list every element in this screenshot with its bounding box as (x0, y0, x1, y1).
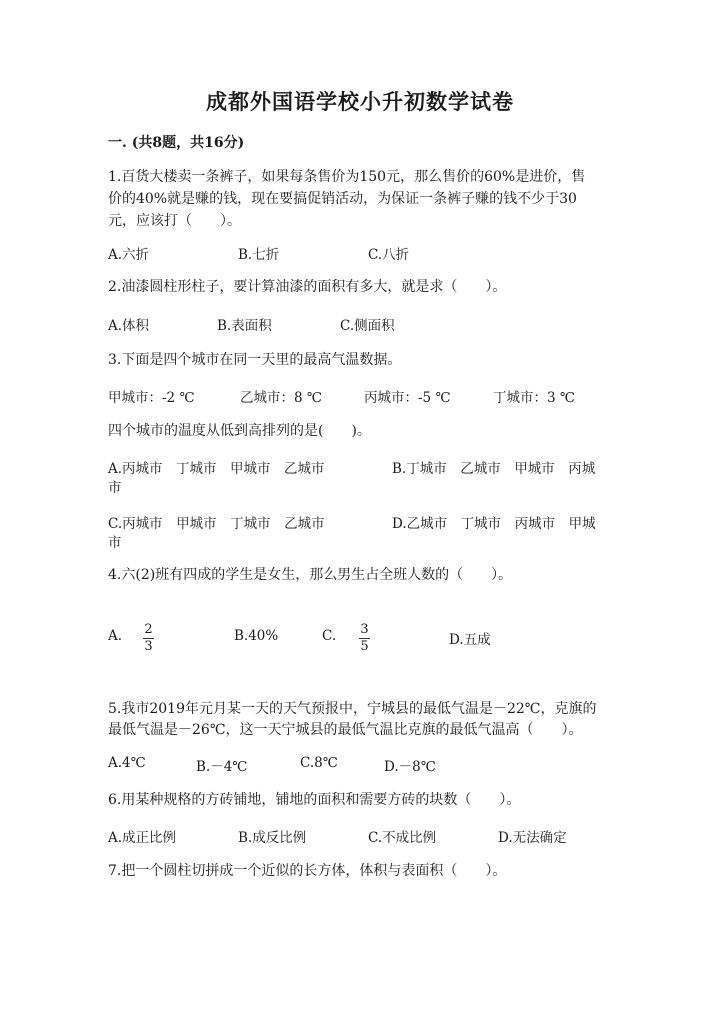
question-4-option-a-label[interactable]: A. (108, 628, 123, 644)
temp-city-bing: 丙城市：-5 ℃ (364, 390, 451, 406)
question-5-option-b[interactable]: B.－4℃ (196, 759, 248, 775)
question-3-option-d[interactable]: D.乙城市 丁城市 丙城市 甲城 (392, 516, 596, 532)
question-3-prompt: 四个城市的温度从低到高排列的是( )。 (108, 423, 371, 439)
question-6-option-b[interactable]: B.成反比例 (238, 830, 307, 846)
question-1-line-1: 1.百货大楼卖一条裤子，如果每条售价为150元，那么售价的60%是进价，售 (108, 169, 586, 185)
question-6-option-d[interactable]: D.无法确定 (498, 830, 567, 846)
question-2-option-c[interactable]: C.侧面积 (340, 318, 395, 334)
question-4-option-b[interactable]: B.40% (234, 628, 279, 644)
question-2-option-b[interactable]: B.表面积 (217, 318, 272, 334)
question-1-option-b[interactable]: B.七折 (238, 247, 280, 263)
question-1-option-a[interactable]: A.六折 (108, 247, 150, 263)
question-5-line-2: 最低气温是－26℃，这一天宁城县的最低气温比克旗的最低气温高（ ）。 (108, 722, 583, 738)
question-4-option-c-label[interactable]: C. (322, 628, 337, 644)
question-2-text: 2.油漆圆柱形柱子，要计算油漆的面积有多大，就是求（ ）。 (108, 279, 507, 295)
page-title: 成都外国语学校小升初数学试卷 (206, 89, 514, 114)
question-3-option-b[interactable]: B.丁城市 乙城市 甲城市 丙城 (392, 461, 596, 477)
question-3-option-b-wrap: 市 (108, 480, 122, 496)
fraction-denominator: 3 (144, 639, 153, 654)
question-3-text: 3.下面是四个城市在同一天里的最高气温数据。 (108, 352, 402, 368)
question-1-line-2: 价的40%就是赚的钱，现在要搞促销活动，为保证一条裤子赚的钱不少于30 (108, 191, 577, 207)
question-1-option-c[interactable]: C.八折 (368, 247, 410, 263)
question-4-option-c-fraction[interactable] (359, 623, 370, 654)
question-3-option-a[interactable]: A.丙城市 丁城市 甲城市 乙城市 (108, 461, 325, 477)
question-1-line-3: 元，应该打（ ）。 (108, 213, 241, 229)
question-6-text: 6.用某种规格的方砖铺地，铺地的面积和需要方砖的块数（ ）。 (108, 792, 521, 808)
question-6-option-a[interactable]: A.成正比例 (108, 830, 177, 846)
temp-city-yi: 乙城市：8 ℃ (240, 390, 322, 406)
question-5-option-c[interactable]: C.8℃ (300, 755, 338, 771)
question-2-option-a[interactable]: A.体积 (108, 318, 150, 334)
question-6-option-c[interactable]: C.不成比例 (368, 830, 437, 846)
question-4-option-a-fraction[interactable] (143, 623, 154, 654)
question-7-text: 7.把一个圆柱切拼成一个近似的长方体，体积与表面积（ ）。 (108, 863, 507, 879)
question-3-option-c[interactable]: C.丙城市 甲城市 丁城市 乙城市 (108, 516, 325, 532)
question-3-option-d-wrap: 市 (108, 535, 122, 551)
temp-city-jia: 甲城市：-2 ℃ (108, 390, 195, 406)
fraction-numerator: 3 (360, 622, 369, 637)
temp-city-ding: 丁城市：3 ℃ (493, 390, 575, 406)
question-5-option-d[interactable]: D.－8℃ (384, 759, 436, 775)
fraction-denominator: 5 (360, 639, 369, 654)
question-5-line-1: 5.我市2019年元月某一天的天气预报中，宁城县的最低气温是－22℃，克旗的 (108, 701, 597, 717)
question-4-text: 4.六(2)班有四成的学生是女生，那么男生占全班人数的（ ）。 (108, 567, 513, 583)
fraction-numerator: 2 (144, 622, 153, 637)
question-4-option-d[interactable]: D.五成 (449, 632, 491, 648)
section-header: 一. (共8题，共16分) (108, 135, 245, 151)
question-5-option-a[interactable]: A.4℃ (108, 755, 146, 771)
